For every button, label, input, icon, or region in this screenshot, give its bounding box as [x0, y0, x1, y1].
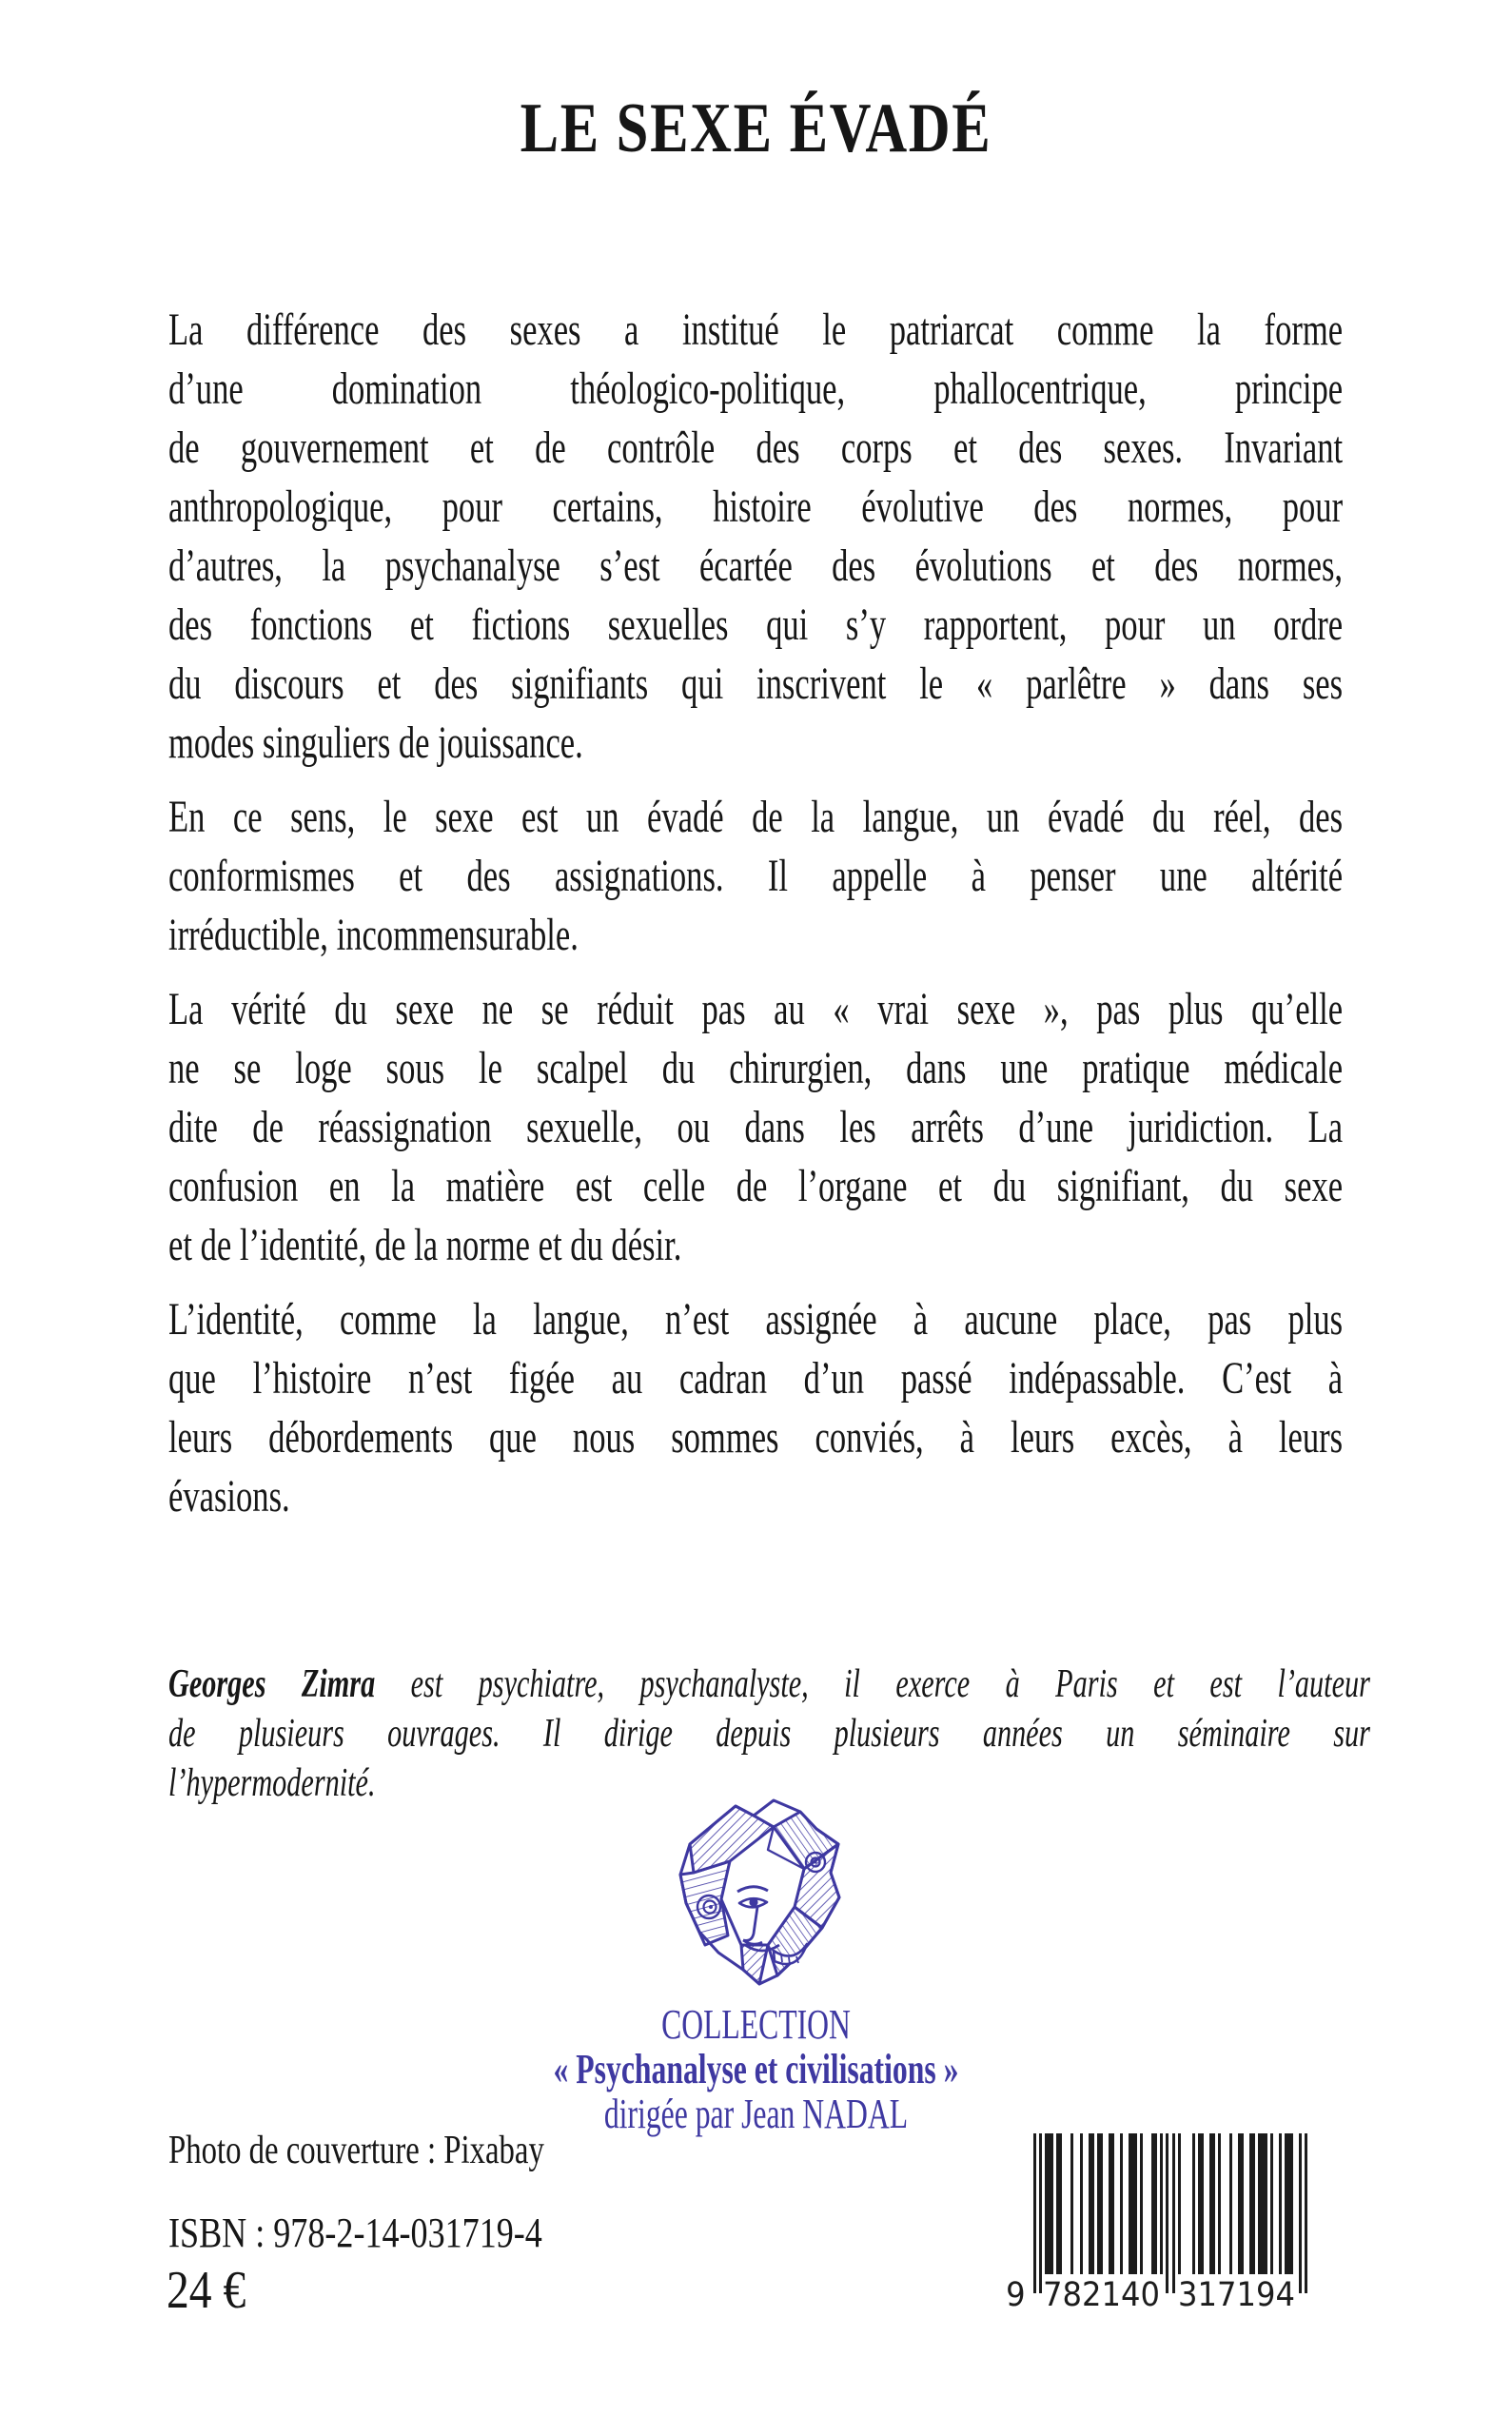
text-line: leurs débordements que nous sommes conviés, à leurs excès, à leurs — [168, 1412, 1344, 1463]
text-line: et de l’identité, de la norme et du désir. — [168, 1220, 682, 1270]
barcode-bar — [1097, 2133, 1103, 2274]
book-title: LE SEXE ÉVADÉ — [520, 89, 992, 167]
isbn-number: ISBN : 978-2-14-031719-4 — [168, 2210, 542, 2256]
text-line: La vérité du sexe ne se réduit pas au « vrai sexe », pas plus qu’elle — [168, 984, 1344, 1034]
text-line: l’hypermodernité. — [168, 1761, 376, 1805]
author-name: Georges Zimra — [168, 1662, 376, 1706]
barcode-bar — [1070, 2133, 1073, 2274]
barcode-bar — [1249, 2133, 1255, 2274]
barcode-bar — [1045, 2133, 1053, 2274]
barcode-bar — [1258, 2133, 1267, 2274]
text-line: La différence des sexes a institué le patriarcat comme la forme — [168, 304, 1344, 355]
ean13-barcode — [1006, 2133, 1307, 2314]
barcode-bar — [1198, 2133, 1204, 2274]
photo-credit: Photo de couverture : Pixabay — [168, 2129, 544, 2172]
barcode-bar — [1285, 2133, 1293, 2274]
text-line: modes singuliers de jouissance. — [168, 717, 583, 768]
text-line: que l’histoire n’est figée au cadran d’un passé indépassable. C’est à — [168, 1353, 1344, 1404]
cubist-face-icon — [661, 1793, 852, 1988]
barcode-bar — [1129, 2133, 1137, 2274]
author-bio — [168, 1660, 1370, 1808]
barcode-bar — [1089, 2133, 1094, 2274]
text-line: ne se loge sous le scalpel du chirurgien, dans une pratique médicale — [168, 1043, 1344, 1093]
collection-name: « Psychanalyse et civilisations » — [553, 2046, 959, 2092]
text-line: évasions. — [168, 1471, 290, 1522]
barcode-lead-digit: 9 — [1006, 2276, 1026, 2314]
barcode-bar — [1172, 2133, 1175, 2293]
price: 24 € — [167, 2261, 246, 2320]
barcode-bar — [1305, 2133, 1307, 2293]
text-line: dite de réassignation sexuelle, ou dans les arrêts d’une juridiction. La — [168, 1102, 1344, 1152]
barcode-bar — [1279, 2133, 1282, 2274]
text-line: En ce sens, le sexe est un évadé de la langue, un évadé du réel, des — [168, 792, 1344, 842]
barcode-bar — [1209, 2133, 1215, 2274]
text-line: d’une domination théologico-politique, phallocentrique, principe — [168, 363, 1344, 414]
synopsis-paragraph — [168, 1290, 1343, 1526]
barcode-bar — [1178, 2133, 1181, 2274]
barcode-bar — [1160, 2133, 1163, 2274]
publisher-collection-logo — [661, 1793, 852, 1988]
barcode-bar — [1151, 2133, 1157, 2274]
collection-label: COLLECTION — [661, 2001, 851, 2048]
barcode-bar — [1218, 2133, 1221, 2274]
text-line: Georges Zimra est psychiatre, psychanalyste, il exerce à Paris et est l’auteur — [168, 1662, 1370, 1706]
text-line: anthropologique, pour certains, histoire évolutive des normes, pour — [168, 481, 1344, 532]
barcode-bar — [1270, 2133, 1273, 2274]
barcode-bar — [1033, 2133, 1036, 2293]
text-line: d’autres, la psychanalyse s’est écartée des évolutions et des normes, — [168, 540, 1344, 591]
barcode-bar — [1109, 2133, 1114, 2274]
synopsis-paragraph — [168, 301, 1343, 773]
text-line: de plusieurs ouvrages. Il dirige depuis plusieurs années un séminaire sur — [168, 1712, 1370, 1756]
barcode-bar — [1166, 2133, 1168, 2293]
synopsis — [168, 301, 1343, 1542]
synopsis-paragraph — [168, 788, 1343, 965]
text-line: des fonctions et fictions sexuelles qui s’y rapportent, pour un ordre — [168, 599, 1344, 650]
barcode-bar — [1299, 2133, 1302, 2293]
barcode-bar — [1238, 2133, 1244, 2274]
barcode-left-digits: 7 8 2 1 4 0 — [1043, 2276, 1160, 2314]
barcode-bar — [1140, 2133, 1143, 2274]
collection-director: dirigée par Jean NADAL — [603, 2091, 909, 2137]
barcode-bar — [1120, 2133, 1123, 2274]
barcode-bar — [1080, 2133, 1083, 2274]
barcode-right-digits: 3 1 7 1 9 4 — [1178, 2276, 1295, 2314]
text-line: confusion en la matière est celle de l’organe et du signifiant, du sexe — [168, 1161, 1344, 1211]
text-line: conformismes et des assignations. Il appelle à penser une altérité — [168, 851, 1344, 901]
text-line: du discours et des signifiants qui inscrivent le « parlêtre » dans ses — [168, 658, 1344, 709]
barcode-bar — [1229, 2133, 1232, 2274]
text-line: irréductible, incommensurable. — [168, 910, 579, 960]
collection-block — [211, 2002, 1300, 2136]
text-line: de gouvernement et de contrôle des corps et des sexes. Invariant — [168, 422, 1344, 473]
synopsis-paragraph — [168, 980, 1343, 1275]
barcode-bar — [1056, 2133, 1062, 2274]
barcode-bar — [1192, 2133, 1195, 2274]
text-line: L’identité, comme la langue, n’est assignée à aucune place, pas plus — [168, 1294, 1344, 1345]
barcode-bar — [1039, 2133, 1042, 2293]
